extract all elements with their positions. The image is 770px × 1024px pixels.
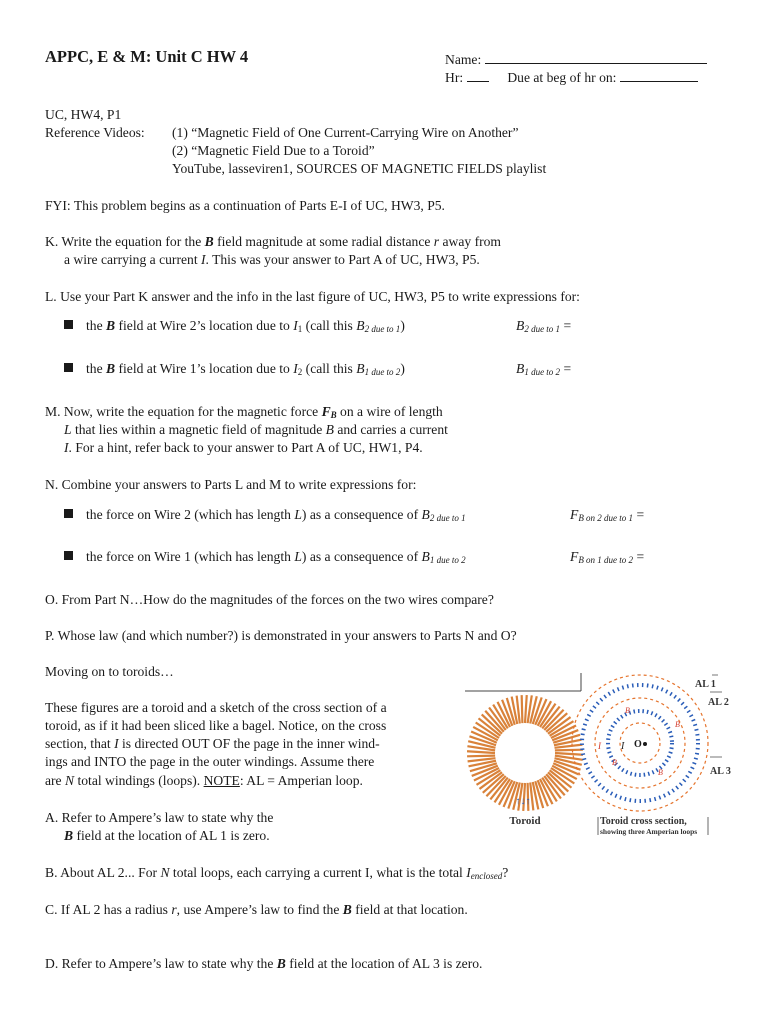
toroid-desc-line3: section, that I is directed OUT OF the page in the inner wind- (45, 736, 380, 751)
part-m-line1: M. Now, write the equation for the magnetic force $F_B$ on a wire of length (45, 404, 443, 420)
problem-id: UC, HW4, P1 (45, 107, 122, 122)
hr-blank[interactable] (467, 69, 489, 82)
coil-winding (555, 753, 583, 755)
current-arrow-label: I (598, 741, 601, 751)
part-l-answer-1[interactable]: $B_{2 due to 1}$ = (516, 318, 572, 334)
part-b: B. About AL 2... For N total loops, each carrying a current I, what is the total $I_{enclosed}$? (45, 865, 509, 881)
bullet (64, 320, 73, 329)
part-n-item-2: the force on Wire 1 (which has length L) as a consequence of $B_{1 due to 2}$ (86, 549, 466, 565)
reference-video-1: (1) “Magnetic Field of One Current-Carrying Wire on Another” (172, 125, 519, 140)
cross-section-sublabel: showing three Amperian loops (600, 827, 698, 836)
toroid-figure-svg (460, 665, 760, 845)
center-label: O (634, 739, 642, 750)
toroid-desc-line4: ings and INTO the page in the outer windings. Assume there (45, 754, 375, 769)
coil-winding (555, 750, 583, 751)
al1-label: AL 1 (695, 679, 716, 690)
bullet (64, 363, 73, 372)
name-field[interactable] (445, 51, 707, 69)
field-arrow-label: B (625, 706, 630, 715)
coil-winding (525, 695, 527, 723)
part-a-line2: B field at the location of AL 1 is zero. (64, 828, 270, 843)
coil-winding (467, 751, 495, 753)
part-n-item-1: the force on Wire 2 (which has length L) as a consequence of $B_{2 due to 1}$ (86, 507, 466, 523)
current-arrows-icon: ↑↓↑ (515, 796, 531, 807)
reference-playlist: YouTube, lasseviren1, SOURCES OF MAGNETIC FIELDS playlist (172, 161, 547, 176)
field-arrow-label: B (658, 768, 663, 777)
toroid-desc-line1: These figures are a toroid and a sketch of the cross section of a (45, 700, 387, 715)
part-m-line3: I. For a hint, refer back to your answer to Part A of UC, HW1, P4. (64, 440, 423, 455)
center-dot (643, 742, 647, 746)
part-a-line1: A. Refer to Ampere’s law to state why the (45, 810, 274, 825)
fyi-note: FYI: This problem begins as a continuation of Parts E-I of UC, HW3, P5. (45, 198, 445, 213)
name-blank[interactable] (485, 51, 707, 64)
al2-label: AL 2 (708, 697, 729, 708)
part-n-intro: N. Combine your answers to Parts L and M to write expressions for: (45, 477, 417, 492)
toroid-figure (460, 665, 760, 845)
bullet (64, 551, 73, 560)
part-d: D. Refer to Ampere’s law to state why the B field at the location of AL 3 is zero. (45, 956, 483, 971)
part-k-line1: K. Write the equation for the B field magnitude at some radial distance r away from (45, 234, 501, 249)
toroid-label: Toroid (509, 815, 541, 827)
field-arrow-label: B (612, 758, 617, 767)
part-l-item-2: the B field at Wire 1’s location due to $I_2$ (call this $B_{1 due to 2}$) (86, 361, 405, 377)
part-o: O. From Part N…How do the magnitudes of the forces on the two wires compare? (45, 592, 494, 607)
toroid-desc-line5: are N total windings (loops). NOTE: AL = Amperian loop. (45, 773, 363, 788)
cross-section-label: Toroid cross section, (600, 816, 687, 827)
part-m-line2: L that lies within a magnetic field of magnitude B and carries a current (64, 422, 448, 437)
al3-label: AL 3 (710, 766, 731, 777)
toroid-desc-line2: toroid, as if it had been sliced like a bagel. Notice, on the cross (45, 718, 387, 733)
coil-winding (522, 695, 523, 723)
coil-winding (467, 756, 495, 757)
field-arrow-label: B (675, 720, 680, 729)
reference-video-2: (2) “Magnetic Field Due to a Toroid” (172, 143, 375, 158)
page-title: APPC, E & M: Unit C HW 4 (45, 47, 249, 66)
current-label: I (621, 741, 625, 752)
bullet (64, 509, 73, 518)
part-n-answer-1[interactable]: $F_{B on 2 due to 1}$ = (570, 507, 645, 523)
part-l-item-1: the B field at Wire 2’s location due to $I_1$ (call this $B_{2 due to 1}$) (86, 318, 405, 334)
hr-label: Hr: (445, 70, 464, 85)
toroid-intro: Moving on to toroids… (45, 664, 174, 679)
toroid-coil (467, 695, 583, 811)
part-l-answer-2[interactable]: $B_{1 due to 2}$ = (516, 361, 572, 377)
part-c: C. If AL 2 has a radius r, use Ampere’s law to find the B field at that location. (45, 902, 468, 917)
part-k-line2: a wire carrying a current I. This was your answer to Part A of UC, HW3, P5. (64, 252, 480, 267)
part-n-answer-2[interactable]: $F_{B on 1 due to 2}$ = (570, 549, 645, 565)
name-label: Name: (445, 52, 482, 67)
part-p: P. Whose law (and which number?) is demonstrated in your answers to Parts N and O? (45, 628, 517, 643)
reference-label: Reference Videos: (45, 125, 145, 140)
due-label: Due at beg of hr on: (507, 70, 617, 85)
hr-field[interactable] (445, 69, 698, 87)
part-l-intro: L. Use your Part K answer and the info in the last figure of UC, HW3, P5 to write expressions for: (45, 289, 580, 304)
due-blank[interactable] (620, 69, 698, 82)
